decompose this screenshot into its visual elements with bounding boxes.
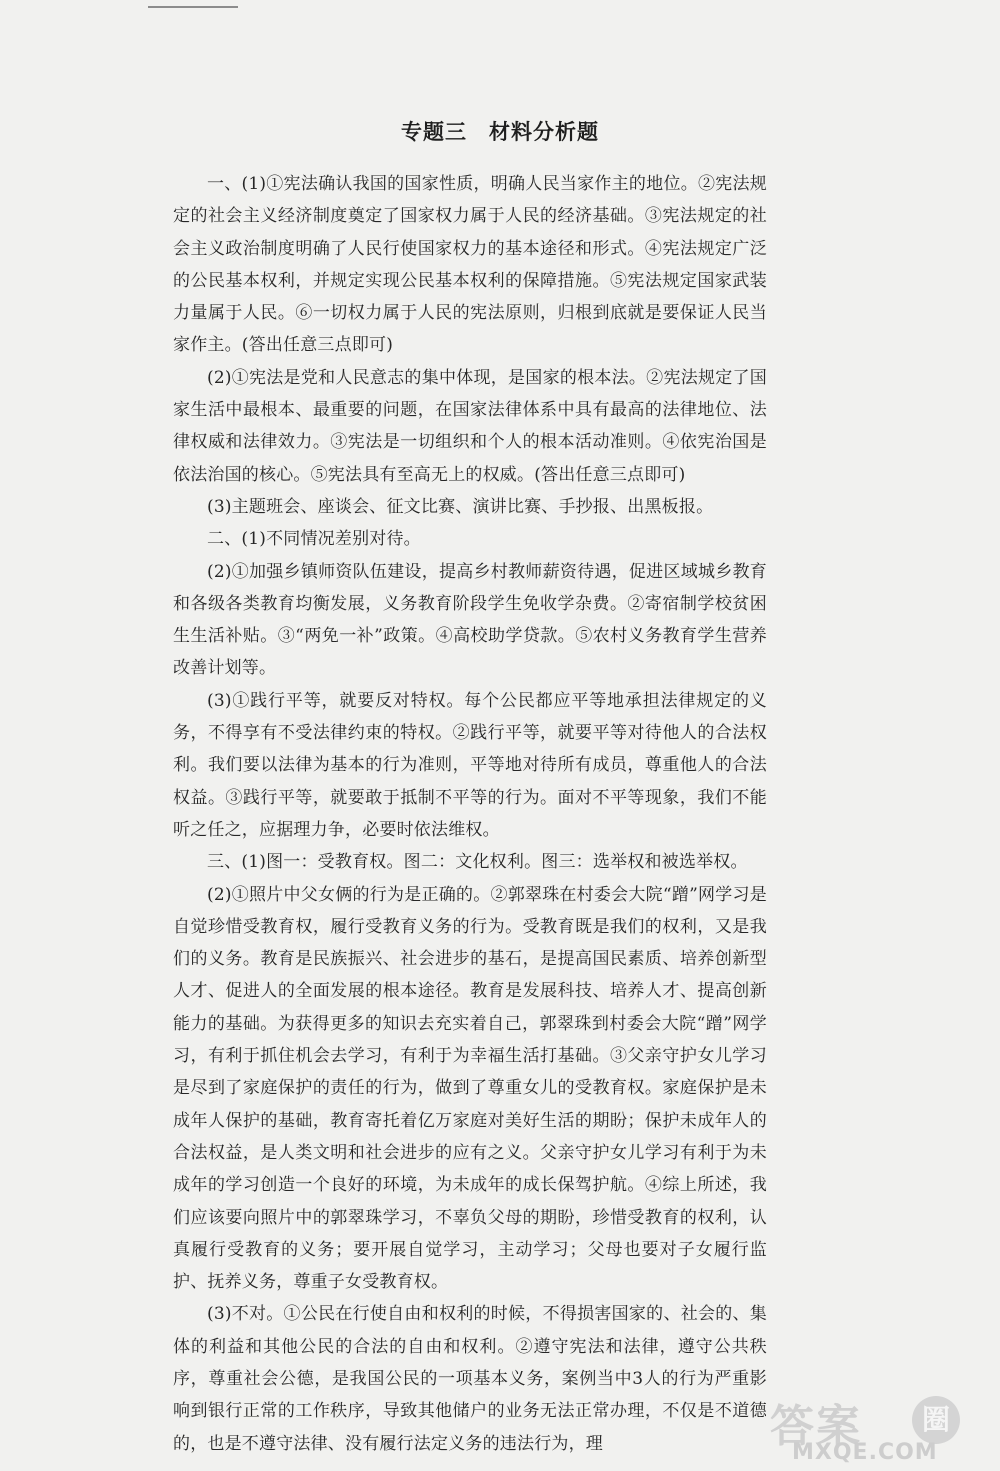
site-watermark xyxy=(760,1390,990,1468)
paragraph-2-2: (2)①加强乡镇师资队伍建设，提高乡村教师薪资待遇，促进区域城乡教育和各级各类教育均衡发展，义务教育阶段学生免收学杂费。②寄宿制学校贫困生生活补贴。③“两免一补”政策。④高校助学贷款。⑤农村义务教育学生营养改善计划等。 xyxy=(173,561,767,679)
watermark-logo-text: 答案 xyxy=(770,1401,862,1452)
paragraph-3-1: 三、(1)图一：受教育权。图二：文化权利。图三：选举权和被选举权。 xyxy=(207,852,748,873)
page-title: 专题三 材料分析题 xyxy=(401,120,599,144)
watermark-domain: MXQE.COM xyxy=(792,1440,938,1465)
paragraph-3-3: (3)不对。①公民在行使自由和权利的时候，不得损害国家的、社会的、集体的利益和其他公民的合法的自由和权利。②遵守宪法和法律，遵守公共秩序，尊重社会公德，是我国公民的一项基本义务，案例当中3人的行为严重影响到银行正常的工作秩序，导致其他储户的业务无法正常办理，不仅是不道德的，也是不遵守法律、没有履行法定义务的违法行为，理 xyxy=(173,1304,767,1454)
paragraph-1-3: (3)主题班会、座谈会、征文比赛、演讲比赛、手抄报、出黑板报。 xyxy=(207,496,714,517)
paragraph-2-3: (3)①践行平等，就要反对特权。每个公民都应平等地承担法律规定的义务，不得享有不受法律约束的特权。②践行平等，就要平等对待他人的合法权利。我们要以法律为基本的行为准则，平等地对待所有成员，尊重他人的合法权益。③践行平等，就要敢于抵制不平等的行为。面对不平等现象，我们不能听之任之，应据理力争，必要时依法维权。 xyxy=(173,690,767,840)
paragraph-1-1: 一、(1)①宪法确认我国的国家性质，明确人民当家作主的地位。②宪法规定的社会主义经济制度奠定了国家权力属于人民的经济基础。③宪法规定的社会主义政治制度明确了人民行使国家权力的基本途径和形式。④宪法规定广泛的公民基本权利，并规定实现公民基本权利的保障措施。⑤宪法规定国家武装力量属于人民。⑥一切权力属于人民的宪法原则，归根到底就是要保证人民当家作主。(答出任意三点即可) xyxy=(173,174,767,356)
paragraph-2-1: 二、(1)不同情况差别对待。 xyxy=(207,529,421,550)
paragraph-1-2: (2)①宪法是党和人民意志的集中体现，是国家的根本法。②宪法规定了国家生活中最根本、最重要的问题，在国家法律体系中具有最高的法律地位、法律权威和法律效力。③宪法是一切组织和个人的根本活动准则。④依宪治国是依法治国的核心。⑤宪法具有至高无上的权威。(答出任意三点即可) xyxy=(173,367,767,485)
watermark-badge-icon: 圈 xyxy=(912,1396,960,1444)
top-rule xyxy=(148,6,238,8)
answer-body xyxy=(173,168,767,1460)
paragraph-3-2: (2)①照片中父女俩的行为是正确的。②郭翠珠在村委会大院“蹭”网学习是自觉珍惜受教育权，履行受教育义务的行为。受教育既是我们的权利，又是我们的义务。教育是民族振兴、社会进步的基石，是提高国民素质、培养创新型人才、促进人的全面发展的根本途径。教育是发展科技、培养人才、提高创新能力的基础。为获得更多的知识去充实着自己，郭翠珠到村委会大院“蹭”网学习，有利于抓住机会去学习，有利于为幸福生活打基础。③父亲守护女儿学习是尽到了家庭保护的责任的行为，做到了尊重女儿的受教育权。家庭保护是未成年人保护的基础，教育寄托着亿万家庭对美好生活的期盼；保护未成年人的合法权益，是人类文明和社会进步的应有之义。父亲守护女儿学习有利于为未成年的学习创造一个良好的环境，为未成年的成长保驾护航。④综上所述，我们应该要向照片中的郭翠珠学习，不辜负父母的期盼，珍惜受教育的权利，认真履行受教育的义务；要开展自觉学习，主动学习；父母也要对子女履行监护、抚养义务，尊重子女受教育权。 xyxy=(173,884,767,1293)
